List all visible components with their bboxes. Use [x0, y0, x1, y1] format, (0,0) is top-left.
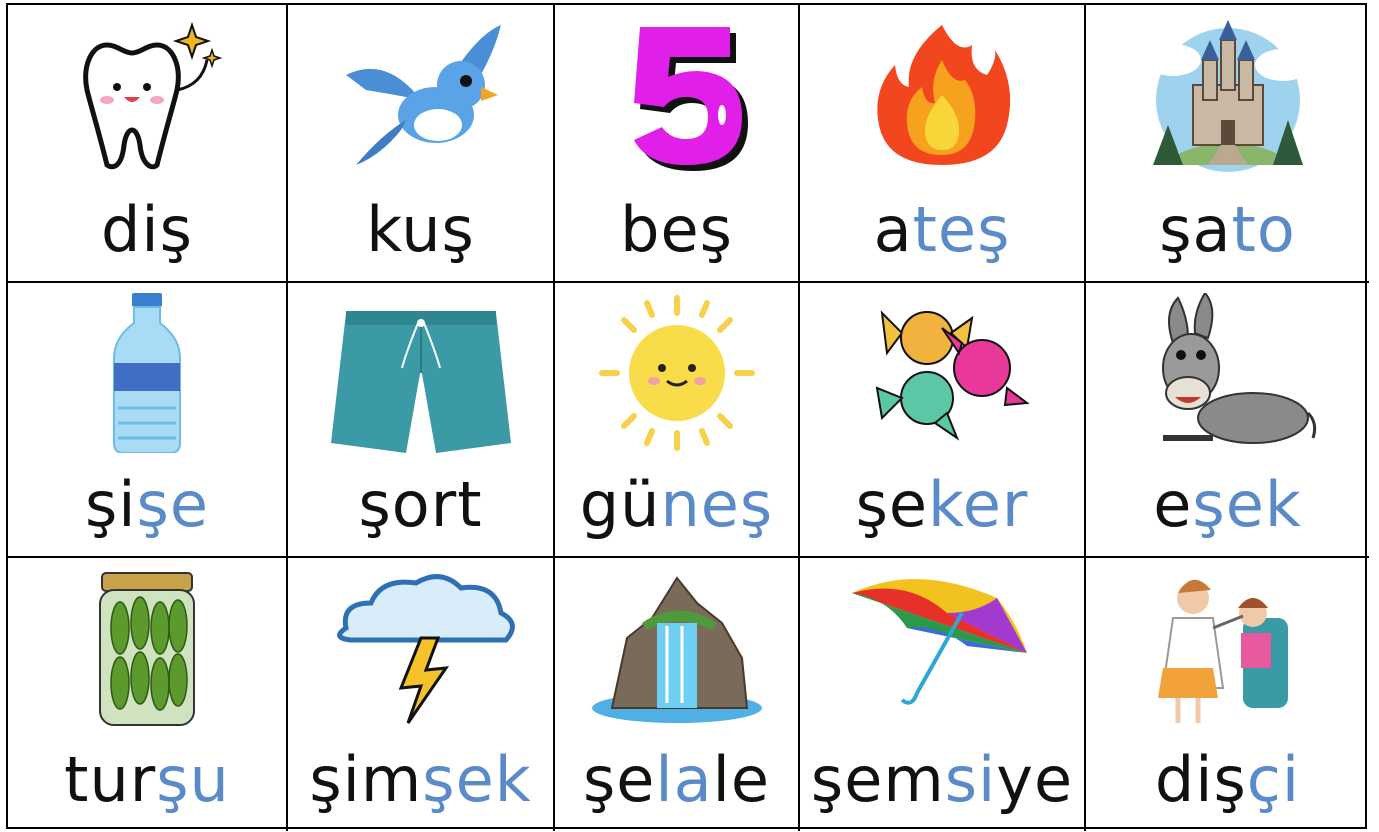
word-label: kuş [366, 193, 475, 266]
word-label: turşu [64, 743, 230, 816]
word-label: güneş [579, 468, 774, 541]
word-label: şimşek [309, 743, 532, 816]
card-seker [800, 283, 1086, 558]
dentist-icon [1133, 568, 1323, 728]
umbrella-icon [847, 568, 1037, 728]
word-label: eşek [1153, 468, 1302, 541]
card-tursu [8, 558, 288, 831]
card-bes [555, 5, 800, 283]
card-sato [1086, 5, 1369, 283]
card-semsiye [800, 558, 1086, 831]
card-selale [555, 558, 800, 831]
word-label: şelale [582, 743, 771, 816]
fire-icon [847, 15, 1037, 175]
card-simsek [288, 558, 555, 831]
lightning-cloud-icon [326, 568, 516, 728]
number-five-icon [582, 15, 772, 175]
card-sort [288, 283, 555, 558]
card-dis [8, 5, 288, 283]
card-disci [1086, 558, 1369, 831]
card-esek [1086, 283, 1369, 558]
bottle-icon [52, 293, 242, 453]
syllable-card-grid [6, 3, 1367, 829]
pickle-jar-icon [52, 568, 242, 728]
word-label: beş [620, 193, 733, 266]
bird-icon [326, 15, 516, 175]
card-kus [288, 5, 555, 283]
card-sise [8, 283, 288, 558]
word-label: şato [1159, 193, 1296, 266]
word-label: şeker [855, 468, 1029, 541]
word-label: şişe [85, 468, 209, 541]
card-gunes [555, 283, 800, 558]
sun-icon [582, 293, 772, 453]
word-label: şemsiye [810, 743, 1074, 816]
castle-icon [1133, 15, 1323, 175]
shorts-icon [326, 293, 516, 453]
waterfall-icon [582, 568, 772, 728]
word-label: diş [101, 193, 193, 266]
card-ates [800, 5, 1086, 283]
word-label: şort [358, 468, 483, 541]
donkey-icon [1133, 293, 1323, 453]
candy-icon [847, 293, 1037, 453]
tooth-icon [52, 15, 242, 175]
word-label: dişçi [1154, 743, 1301, 816]
word-label: ateş [873, 193, 1011, 266]
